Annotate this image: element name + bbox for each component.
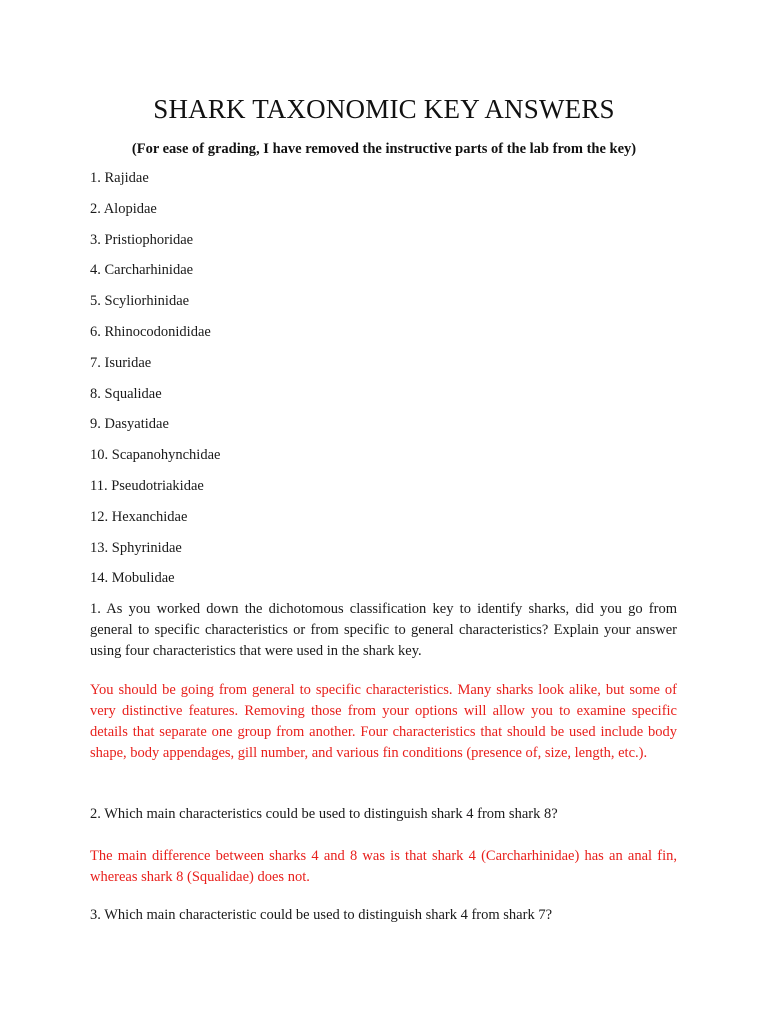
answer-1: You should be going from general to specific characteristics. Many sharks look alike, but some of very distinctive features. Removing those from your options will allow you to examine specific details that separate one group from another. Four characteristics that should be used include body shape, body appendages, gill number, and various fin conditions (presence of, size, length, etc.). bbox=[90, 682, 677, 761]
list-item: 14. Mobulidae bbox=[90, 570, 175, 587]
question-2: 2. Which main characteristics could be used to distinguish shark 4 from shark 8? bbox=[90, 806, 558, 822]
list-item: 6. Rhinocodonididae bbox=[90, 323, 211, 340]
answer-2: The main difference between sharks 4 and 8 was is that shark 4 (Carcharhinidae) has an anal fin, whereas shark 8 (Squalidae) does not. bbox=[90, 848, 677, 885]
list-item: 7. Isuridae bbox=[90, 354, 152, 371]
list-item: 10. Scapanohynchidae bbox=[90, 447, 221, 464]
list-item: 1. Rajidae bbox=[90, 170, 149, 186]
list-item: 5. Scyliorhinidae bbox=[90, 293, 190, 310]
list-item: 9. Dasyatidae bbox=[90, 416, 169, 433]
list-item: 13. Sphyrinidae bbox=[90, 539, 182, 556]
list-item: 11. Pseudotriakidae bbox=[90, 477, 204, 494]
list-item: 3. Pristiophoridae bbox=[90, 231, 194, 248]
list-item: 4. Carcharhinidae bbox=[90, 262, 194, 279]
question-3: 3. Which main characteristic could be used to distinguish shark 4 from shark 7? bbox=[90, 907, 553, 923]
document-subtitle: (For ease of grading, I have removed the instructive parts of the lab from the key) bbox=[131, 141, 637, 157]
list-item: 2. Alopidae bbox=[90, 200, 157, 217]
question-1: 1. As you worked down the dichotomous classification key to identify sharks, did you go from general to specific characteristics or from specific to general characteristics? Explain your answer using four characteristics that were used in the shark key. bbox=[90, 601, 677, 659]
list-item: 8. Squalidae bbox=[90, 385, 162, 402]
taxonomic-answer-list bbox=[90, 168, 220, 599]
document-title: SHARK TAXONOMIC KEY ANSWERS bbox=[153, 94, 615, 124]
list-item: 12. Hexanchidae bbox=[90, 508, 188, 525]
